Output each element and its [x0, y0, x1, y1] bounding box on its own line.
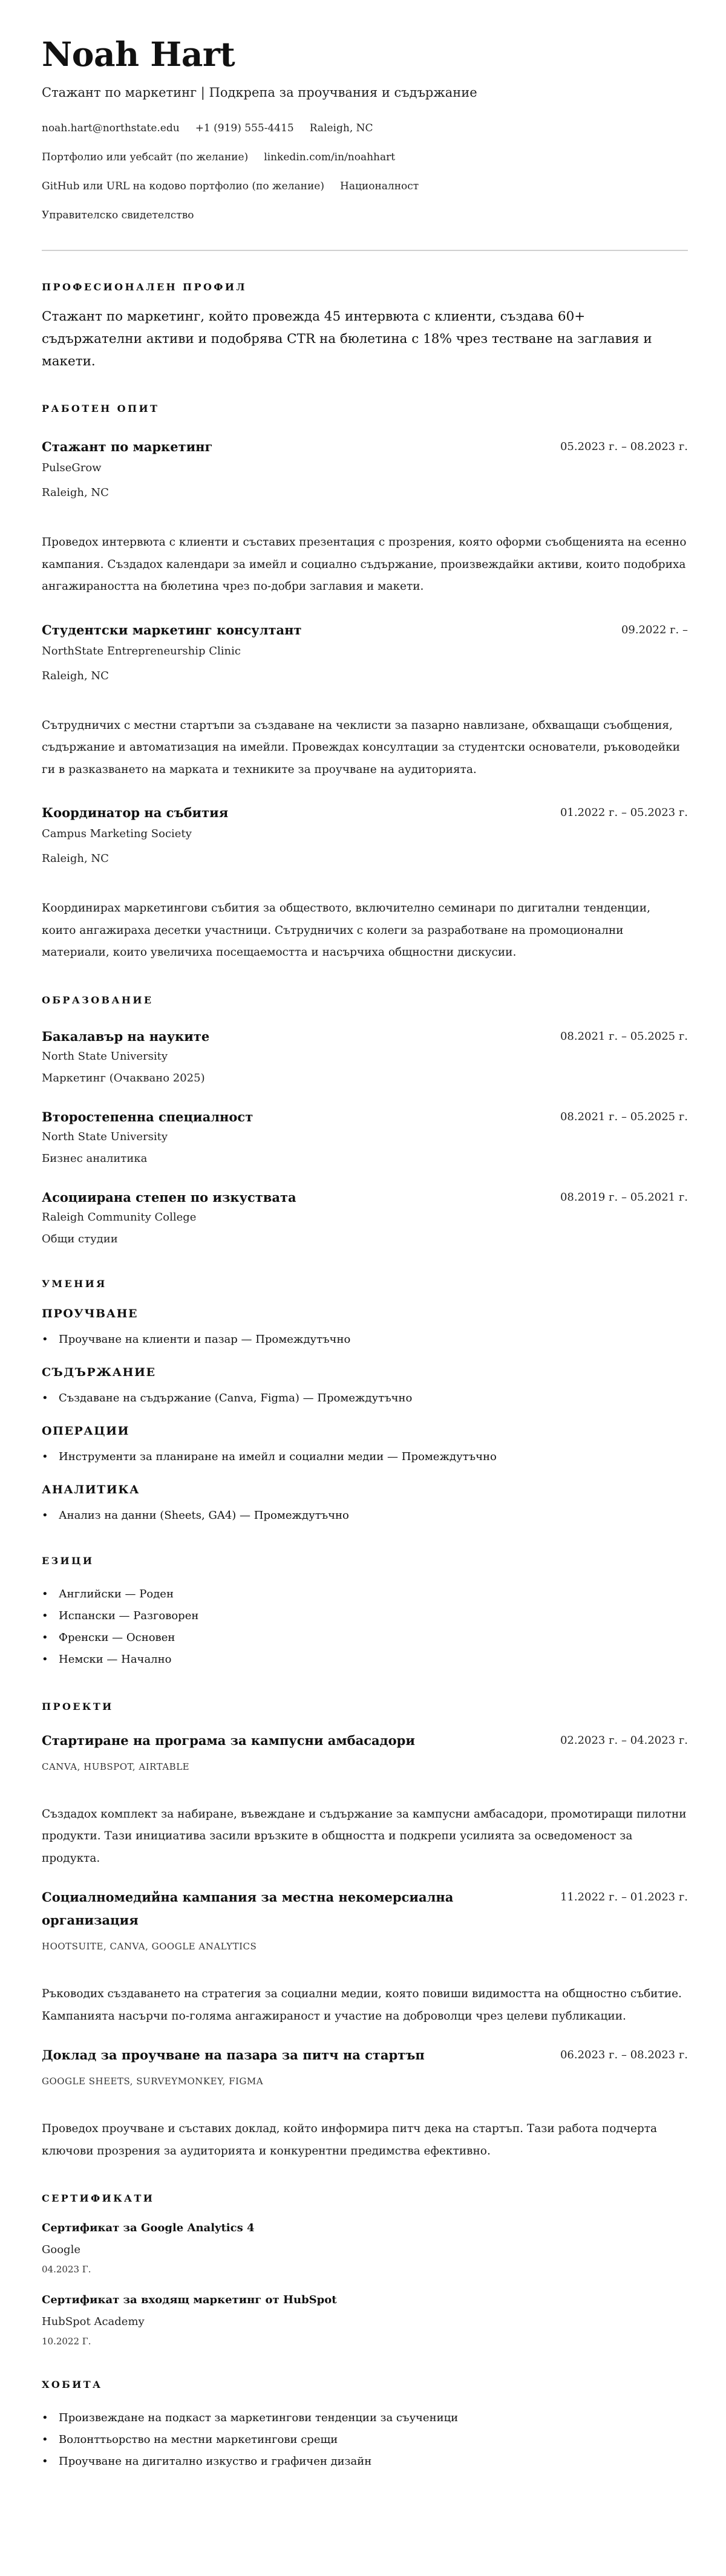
- section-heading: РАБОТЕН ОПИТ: [42, 403, 160, 414]
- company-name: PulseGrow: [42, 461, 102, 474]
- list-item-text: Испански — Разговорен: [59, 1609, 199, 1622]
- job-location: Raleigh, NC: [42, 852, 109, 865]
- list-item: [42, 2407, 688, 2429]
- project-tech-stack: CANVA, HUBSPOT, AIRTABLE: [42, 1761, 190, 1772]
- list-item-text: Проучване на клиенти и пазар — Промеждутъчно: [59, 1332, 351, 1346]
- skill-category-heading: АНАЛИТИКА: [42, 1482, 140, 1496]
- project-entry: [42, 1729, 688, 1870]
- job-dates: 01.2022 г. – 05.2023 г.: [560, 806, 688, 819]
- list-item-text: Немски — Начално: [59, 1652, 172, 1666]
- bullet-icon: •: [42, 1450, 48, 1463]
- company-name: Campus Marketing Society: [42, 827, 192, 840]
- license-text: Управителско свидетелство: [42, 209, 194, 221]
- degree-title: Асоциирана степен по изкуствата: [42, 1189, 296, 1205]
- candidate-headline: Стажант по маркетинг | Подкрепа за проучвания и съдържание: [42, 85, 477, 100]
- linkedin-link[interactable]: linkedin.com/in/noahhart: [264, 151, 396, 163]
- bullet-icon: •: [42, 1609, 48, 1622]
- bullet-icon: •: [42, 2455, 48, 2468]
- job-dates: 09.2022 г. –: [621, 623, 688, 636]
- project-header: [42, 1729, 688, 1752]
- degree-title: Второстепенна специалност: [42, 1109, 253, 1124]
- list-item-text: Френски — Основен: [59, 1631, 175, 1644]
- list-item-text: Английски — Роден: [59, 1587, 174, 1600]
- certification-date: 04.2023 Г.: [42, 2264, 91, 2275]
- section-heading: ХОБИТА: [42, 2379, 103, 2390]
- portfolio-link[interactable]: Портфолио или уебсайт (по желание): [42, 151, 249, 163]
- education-header: [42, 1189, 688, 1207]
- degree-title: Бакалавър на науките: [42, 1028, 210, 1044]
- bullet-icon: •: [42, 2433, 48, 2446]
- education-section: [42, 994, 688, 1248]
- education-header: [42, 1028, 688, 1046]
- location-text: Raleigh, NC: [309, 122, 373, 134]
- certification-entry: [42, 2220, 688, 2277]
- certification-issuer: Google: [42, 2243, 80, 2256]
- experience-section: [42, 403, 688, 964]
- section-heading: ПРОЕКТИ: [42, 1700, 114, 1712]
- nationality-text: Националност: [340, 180, 419, 192]
- project-dates: 11.2022 г. – 01.2023 г.: [560, 1891, 688, 1903]
- project-dates: 02.2023 г. – 04.2023 г.: [560, 1733, 688, 1747]
- certification-entry: [42, 2292, 688, 2349]
- bullet-icon: •: [42, 1332, 48, 1346]
- skill-category-heading: СЪДЪРЖАНИЕ: [42, 1365, 156, 1379]
- certification-title: Сертификат за Google Analytics 4: [42, 2222, 255, 2234]
- job-title: Координатор на събития: [42, 805, 229, 820]
- job-entry: [42, 438, 688, 598]
- hobbies-list: [42, 2407, 688, 2473]
- certifications-section: [42, 2193, 688, 2349]
- section-heading: ПРОФЕСИОНАЛЕН ПРОФИЛ: [42, 281, 247, 293]
- bullet-icon: •: [42, 1508, 48, 1522]
- skills-section: [42, 1278, 688, 1525]
- section-heading: ОБРАЗОВАНИЕ: [42, 994, 154, 1006]
- candidate-name: Noah Hart: [42, 34, 235, 74]
- list-item: [42, 1507, 688, 1525]
- list-item: [42, 1649, 688, 1671]
- github-link[interactable]: GitHub или URL на кодово портфолио (по желание): [42, 180, 324, 192]
- list-item-text: Волонттьорство на местни маркетингови срещи: [59, 2433, 338, 2446]
- job-description: Сътрудничих с местни стартъпи за създаване на чеклисти за пазарно навлизане, обхващащи съобщения, съдържание и автоматизация на имейли. Провеждах консултации за студентски основатели, ръководейки ги в разказването на марката и техниките за проучване на аудиторията.: [42, 719, 681, 776]
- skill-list: [42, 1331, 688, 1349]
- certification-title: Сертификат за входящ маркетинг от HubSpot: [42, 2294, 337, 2306]
- degree-detail: Маркетинг (Очаквано 2025): [42, 1071, 205, 1084]
- section-heading: СЕРТИФИКАТИ: [42, 2193, 155, 2204]
- bullet-icon: •: [42, 1391, 48, 1404]
- header-divider: [42, 250, 688, 251]
- education-dates: 08.2021 г. – 05.2025 г.: [560, 1110, 688, 1123]
- contact-line: [42, 172, 688, 201]
- bullet-icon: •: [42, 1652, 48, 1666]
- profile-summary: Стажант по маркетинг, който провежда 45 интервюта с клиенти, създава 60+ съдържателни активи и подобрява CTR на бюлетина с 18% чрез тестване на заглавия и макети.: [42, 309, 652, 369]
- bullet-icon: •: [42, 1631, 48, 1644]
- list-item: [42, 1583, 688, 1605]
- school-name: North State University: [42, 1049, 168, 1063]
- list-item-text: Проучване на дигитално изкуство и графичен дизайн: [59, 2455, 372, 2468]
- education-entry: [42, 1189, 688, 1248]
- list-item: [42, 1448, 688, 1466]
- job-header: [42, 804, 688, 822]
- education-dates: 08.2019 г. – 05.2021 г.: [560, 1190, 688, 1204]
- list-item: [42, 2451, 688, 2473]
- project-title: Социалномедийна кампания за местна некомерсиална организация: [42, 1890, 454, 1928]
- email-link[interactable]: noah.hart@northstate.edu: [42, 122, 180, 134]
- bullet-icon: •: [42, 1587, 48, 1600]
- project-dates: 06.2023 г. – 08.2023 г.: [560, 2049, 688, 2061]
- phone-number: +1 (919) 555-4415: [195, 122, 294, 134]
- skill-list: [42, 1389, 688, 1407]
- list-item-text: Създаване на съдържание (Canva, Figma) — Промеждутъчно: [59, 1391, 413, 1404]
- list-item: [42, 2429, 688, 2451]
- job-title: Студентски маркетинг консултант: [42, 622, 302, 637]
- school-name: Raleigh Community College: [42, 1210, 197, 1224]
- skill-list: [42, 1507, 688, 1525]
- list-item-text: Анализ на данни (Sheets, GA4) — Промеждутъчно: [59, 1508, 349, 1522]
- list-item: [42, 1605, 688, 1627]
- section-heading: УМЕНИЯ: [42, 1277, 107, 1290]
- degree-detail: Общи студии: [42, 1232, 118, 1245]
- project-tech-stack: HOOTSUITE, CANVA, GOOGLE ANALYTICS: [42, 1941, 257, 1952]
- project-entry: [42, 2044, 688, 2162]
- education-entry: [42, 1108, 688, 1167]
- bullet-icon: •: [42, 2411, 48, 2424]
- job-title: Стажант по маркетинг: [42, 439, 213, 454]
- education-entry: [42, 1028, 688, 1087]
- project-description: Проведох проучване и съставих доклад, който информира питч дека на стартъп. Тази работа подчерта ключови прозрения за аудиторията и конкурентни предимства ефективно.: [42, 2122, 658, 2157]
- project-description: Създадох комплект за набиране, въвеждане и съдържание за кампусни амбасадори, промотиращи пилотни продукти. Тази инициатива засили връзките в общността и подкрепи усилията за осведоменост за продукта.: [42, 1807, 687, 1865]
- job-location: Raleigh, NC: [42, 486, 109, 499]
- languages-list: [42, 1583, 688, 1671]
- project-title: Стартиране на програма за кампусни амбасадори: [42, 1732, 415, 1748]
- contact-line: [42, 143, 688, 172]
- company-name: NorthState Entrepreneurship Clinic: [42, 644, 241, 657]
- job-dates: 05.2023 г. – 08.2023 г.: [560, 440, 688, 453]
- contact-block: [42, 114, 688, 230]
- project-title: Доклад за проучване на пазара за питч на стартъп: [42, 2047, 425, 2062]
- project-tech-stack: GOOGLE SHEETS, SURVEYMONKEY, FIGMA: [42, 2076, 264, 2087]
- certification-date: 10.2022 Г.: [42, 2336, 91, 2347]
- contact-line: [42, 201, 688, 230]
- school-name: North State University: [42, 1130, 168, 1143]
- skill-list: [42, 1448, 688, 1466]
- list-item-text: Инструменти за планиране на имейл и социални медии — Промеждутъчно: [59, 1450, 497, 1463]
- list-item: [42, 1331, 688, 1349]
- job-header: [42, 621, 688, 639]
- resume-header: [42, 35, 688, 230]
- projects-section: [42, 1701, 688, 2163]
- list-item: [42, 1389, 688, 1407]
- education-dates: 08.2021 г. – 05.2025 г.: [560, 1029, 688, 1043]
- degree-detail: Бизнес аналитика: [42, 1152, 148, 1165]
- education-header: [42, 1108, 688, 1126]
- skill-category-heading: ОПЕРАЦИИ: [42, 1424, 129, 1438]
- profile-section: [42, 281, 688, 373]
- list-item-text: Произвеждане на подкаст за маркетингови тенденции за съученици: [59, 2411, 459, 2424]
- contact-line: [42, 114, 688, 143]
- job-description: Координирах маркетингови събития за обществото, включително семинари по дигитални тенденции, които ангажираха десетки участници. Сътрудничих с колеги за разработване на промоционални материали, които увеличиха посещаемостта и насърчиха общностни дискусии.: [42, 902, 650, 959]
- job-entry: [42, 621, 688, 781]
- section-heading: ЕЗИЦИ: [42, 1554, 94, 1567]
- project-description: Ръководих създаването на стратегия за социални медии, която повиши видимостта на общностно събитие. Кампанията насърчи по-голяма ангажираност и участие на доброволци чрез целеви публикации.: [42, 1987, 682, 2023]
- skill-category-heading: ПРОУЧВАНЕ: [42, 1306, 139, 1320]
- languages-section: [42, 1555, 688, 1671]
- certification-issuer: HubSpot Academy: [42, 2315, 145, 2328]
- job-entry: [42, 804, 688, 964]
- project-header: [42, 1886, 688, 1932]
- project-entry: [42, 1886, 688, 2027]
- project-header: [42, 2044, 688, 2067]
- list-item: [42, 1627, 688, 1649]
- job-description: Проведох интервюта с клиенти и съставих презентация с прозрения, която оформи съобщенията на есенно кампания. Създадох календари за имейл и социално съдържание, произвеждайки активи, които подобриха ангажираността на бюлетина чрез по-добри заглавия и макети.: [42, 536, 687, 593]
- job-header: [42, 438, 688, 456]
- job-location: Raleigh, NC: [42, 669, 109, 682]
- hobbies-section: [42, 2379, 688, 2473]
